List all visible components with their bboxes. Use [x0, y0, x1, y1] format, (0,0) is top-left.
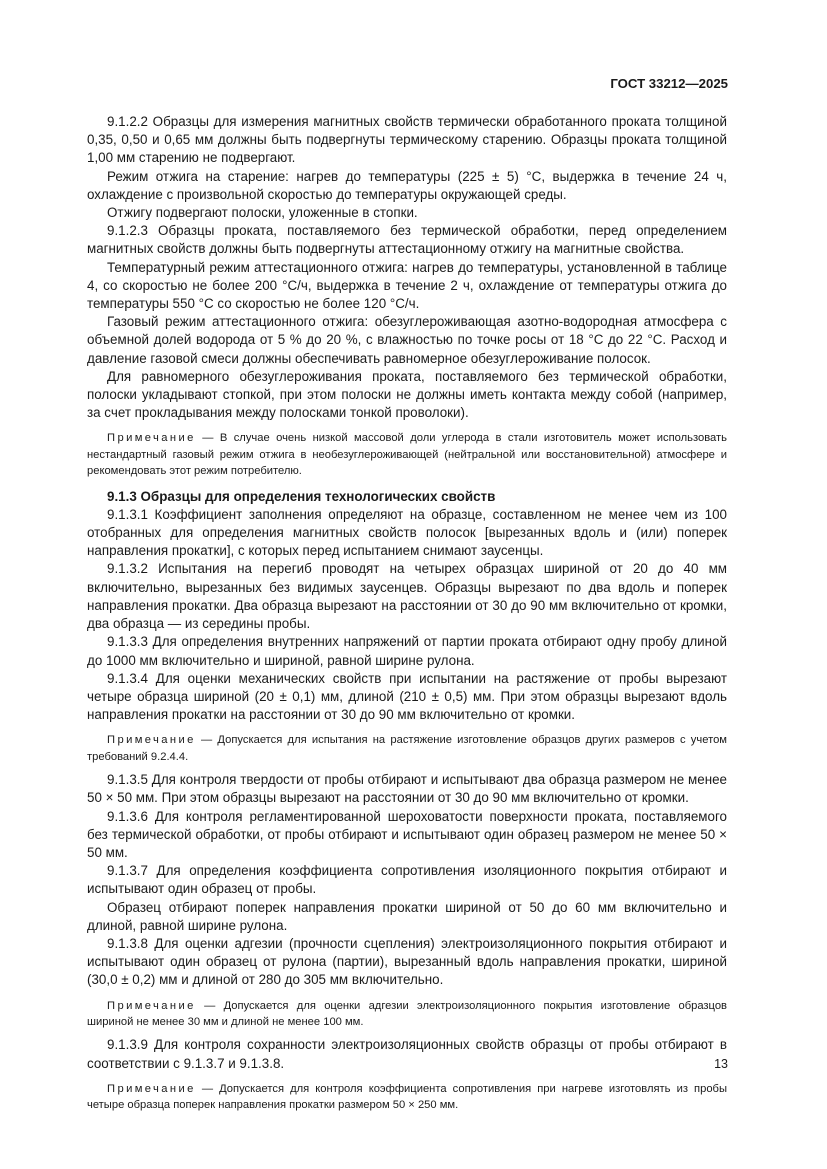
- page-number: 13: [714, 1057, 728, 1071]
- page-content: [87, 113, 727, 1120]
- note-dash: —: [195, 734, 218, 747]
- paragraph: 9.1.3.7 Для определения коэффициента сопротивления изоляционного покрытия отбирают и испытывают один образец от пробы.: [87, 863, 727, 897]
- paragraph: 9.1.3.8 Для оценки адгезии (прочности сцепления) электроизоляционного покрытия отбирают и испытывают один образец от рулона (партии), вырезанный вдоль направления прокатки, шириной (30,0 ± 0,2) мм и длиной от 280 до 305 мм включительно.: [87, 935, 727, 988]
- paragraph: 9.1.3.3 Для определения внутренних напряжений от партии проката отбирают одну пробу длиной до 1000 мм включительно и шириной, равной ширине рулона.: [87, 634, 727, 668]
- paragraph: 9.1.3.5 Для контроля твердости от пробы отбирают и испытывают два образца размером не менее 50 × 50 мм. При этом образцы вырезают на расстоянии от 30 до 90 мм включительно от кромки.: [87, 772, 727, 806]
- note-label: Примечание: [107, 734, 196, 747]
- note-label: Примечание: [107, 1082, 196, 1095]
- paragraph: 9.1.3.1 Коэффициент заполнения определяют на образце, составленном не менее чем из 100 отобранных для определения магнитных свойств полосок [вырезанных вдоль и (или) поперек направления прокатки], с которых перед испытанием снимают заусенцы.: [87, 506, 727, 559]
- paragraph: Температурный режим аттестационного отжига: нагрев до температуры, установленной в таблице 4, со скоростью не более 200 °С/ч, выдержка в течение 2 ч, охлаждение от температуры отжига до температуры 550 °С со скоростью не более 120 °С/ч.: [87, 259, 727, 312]
- note-text: Допускается для оценки адгезии электроизоляционного покрытия изготовление образцов шириной не менее 30 мм и длиной не менее 100 мм.: [87, 999, 727, 1028]
- paragraph: Отжигу подвергают полоски, уложенные в стопки.: [107, 205, 418, 221]
- paragraph: 9.1.2.2 Образцы для измерения магнитных свойств термически обработанного проката толщиной 0,35, 0,50 и 0,65 мм должны быть подвергнуты термическому старению. Образцы проката толщиной 1,00 мм старению не подвергают.: [87, 114, 727, 166]
- paragraph: Газовый режим аттестационного отжига: обезуглероживающая азотно-водородная атмосфера с объемной долей водорода от 5 % до 20 %, с влажностью по точке росы от 18 °С до 22 °С. Расход и давление газовой смеси должны обеспечивать равномерное обезуглероживание полосок.: [87, 314, 727, 366]
- note-text: В случае очень низкой массовой доли углерода в стали изготовитель может использовать нестандартный газовый режим отжига в необезуглероживающей (нейтральной или восстановительной) атмосфере и рекомендовать этот режим потребителю.: [87, 432, 727, 478]
- paragraph: 9.1.2.3 Образцы проката, поставляемого без термической обработки, перед определением магнитных свойств должны быть подвергнуты аттестационному отжигу на магнитные свойства.: [87, 223, 727, 257]
- note-dash: —: [195, 432, 220, 445]
- note-label: Примечание: [107, 999, 196, 1012]
- paragraph: 9.1.3.4 Для оценки механических свойств при испытании на растяжение от пробы вырезают четыре образца шириной (20 ± 0,1) мм, длиной (210 ± 0,5) мм. При этом образцы вырезают вдоль направления прокатки на расстоянии от 30 до 90 мм включительно от кромки.: [87, 670, 727, 723]
- paragraph: Режим отжига на старение: нагрев до температуры (225 ± 5) °С, выдержка в течение 24 ч, охлаждение с произвольной скоростью до температуры окружающей среды.: [87, 168, 727, 202]
- note: [87, 732, 727, 765]
- paragraph: 9.1.3.2 Испытания на перегиб проводят на четырех образцах шириной от 20 до 40 мм включительно, вырезанных без видимых заусенцев. Образцы вырезают по два вдоль и поперек направления прокатки. Два образца вырезают на расстоянии от 30 до 90 мм включительно от кромки, два образца — из середины пробы.: [87, 561, 727, 632]
- note-dash: —: [195, 1082, 220, 1095]
- paragraph: 9.1.3.6 Для контроля регламентированной шероховатости поверхности проката, поставляемого без термической обработки, от пробы отбирают и испытывают один образец размером не менее 50 × 50 мм.: [87, 808, 727, 860]
- note-label: Примечание: [107, 432, 196, 445]
- section-heading: 9.1.3 Образцы для определения технологических свойств: [107, 488, 496, 504]
- note-dash: —: [195, 999, 224, 1012]
- note: [87, 430, 727, 479]
- paragraph: Образец отбирают поперек направления прокатки шириной от 50 до 60 мм включительно и длиной, равной ширине рулона.: [87, 899, 727, 933]
- paragraph: 9.1.3.9 Для контроля сохранности электроизоляционных свойств образцы от пробы отбирают в соответствии с 9.1.3.7 и 9.1.3.8.: [87, 1037, 727, 1071]
- paragraph: Для равномерного обезуглероживания проката, поставляемого без термической обработки, полоски укладывают стопкой, при этом полоски не должны иметь контакта между собой (например, за счет прокладывания между полосками тонкой проволоки).: [87, 368, 727, 421]
- note-text: Допускается для контроля коэффициента сопротивления при нагреве изготовлять из пробы четыре образца поперек направления прокатки размером 50 × 250 мм.: [87, 1082, 727, 1112]
- document-code: ГОСТ 33212—2025: [610, 76, 728, 91]
- note-text: Допускается для испытания на растяжение изготовление образцов других размеров с учетом требований 9.2.4.4.: [87, 734, 727, 763]
- note: [87, 998, 727, 1031]
- note: [87, 1081, 727, 1114]
